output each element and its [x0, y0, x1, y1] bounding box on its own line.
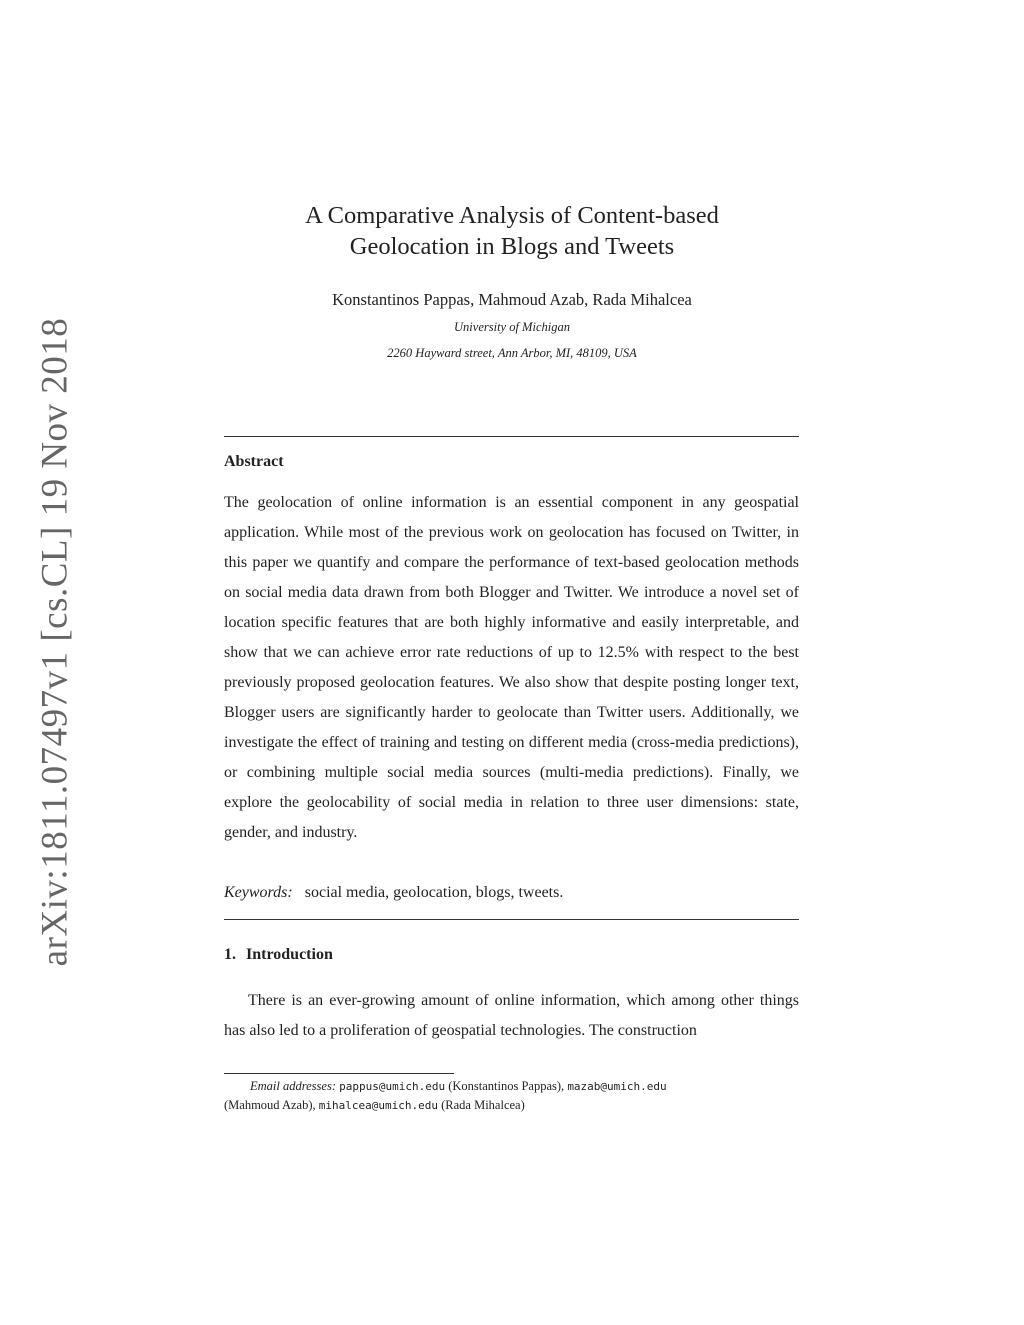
section-heading-introduction — [224, 946, 333, 964]
paper-title-line-1: A Comparative Analysis of Content-based — [305, 202, 719, 229]
introduction-paragraph: There is an ever-growing amount of online information, which among other things has also led to a proliferation of geospatial technologies. The construction — [224, 992, 799, 1039]
email-owner: (Konstantinos Pappas), — [448, 1079, 565, 1093]
keywords-value: social media, geolocation, blogs, tweets. — [304, 884, 564, 901]
abstract-bottom-rule — [224, 919, 799, 920]
keywords-line — [224, 884, 563, 902]
affiliation-institution: University of Michigan — [454, 320, 570, 334]
footnote-label: Email addresses: — [250, 1079, 336, 1093]
abstract-heading: Abstract — [224, 453, 284, 470]
email-link[interactable]: mihalcea@umich.edu — [318, 1099, 438, 1112]
arxiv-identifier-stamp: arXiv:1811.07497v1 [cs.CL] 19 Nov 2018 — [34, 317, 76, 967]
email-link[interactable]: pappus@umich.edu — [339, 1080, 446, 1093]
email-link[interactable]: mazab@umich.edu — [567, 1080, 667, 1093]
affiliation-address: 2260 Hayward street, Ann Arbor, MI, 48109, USA — [387, 346, 637, 360]
email-owner: (Rada Mihalcea) — [441, 1098, 525, 1112]
paper-title-line-2: Geolocation in Blogs and Tweets — [349, 233, 675, 260]
author-list: Konstantinos Pappas, Mahmoud Azab, Rada Mihalcea — [332, 290, 692, 309]
abstract-body: The geolocation of online information is an essential component in any geospatial application. While most of the previous work on geolocation has focused on Twitter, in this paper we quantify and compare the performance of text-based geolocation methods on social media data drawn from both Blogger and Twitter. We introduce a novel set of location specific features that are both highly informative and easily interpretable, and show that we can achieve error rate reductions of up to 12.5% with respect to the best previously proposed geolocation features. We also show that despite posting longer text, Blogger users are significantly harder to geolocate than Twitter users. Additionally, we investigate the effect of training and testing on different media (cross-media predictions), or combining multiple social media sources (multi-media predictions). Finally, we explore the geolocability of social media in relation to three user dimensions: state, gender, and industry. — [224, 494, 799, 841]
email-owner: (Mahmoud Azab), — [224, 1098, 316, 1112]
footnote-email-addresses — [224, 1077, 799, 1115]
section-number: 1. — [224, 946, 236, 963]
keywords-label: Keywords: — [224, 884, 293, 901]
paper-title — [0, 200, 1024, 262]
footnote-rule — [224, 1073, 454, 1074]
section-title: Introduction — [246, 946, 333, 963]
abstract-top-rule — [224, 436, 799, 437]
